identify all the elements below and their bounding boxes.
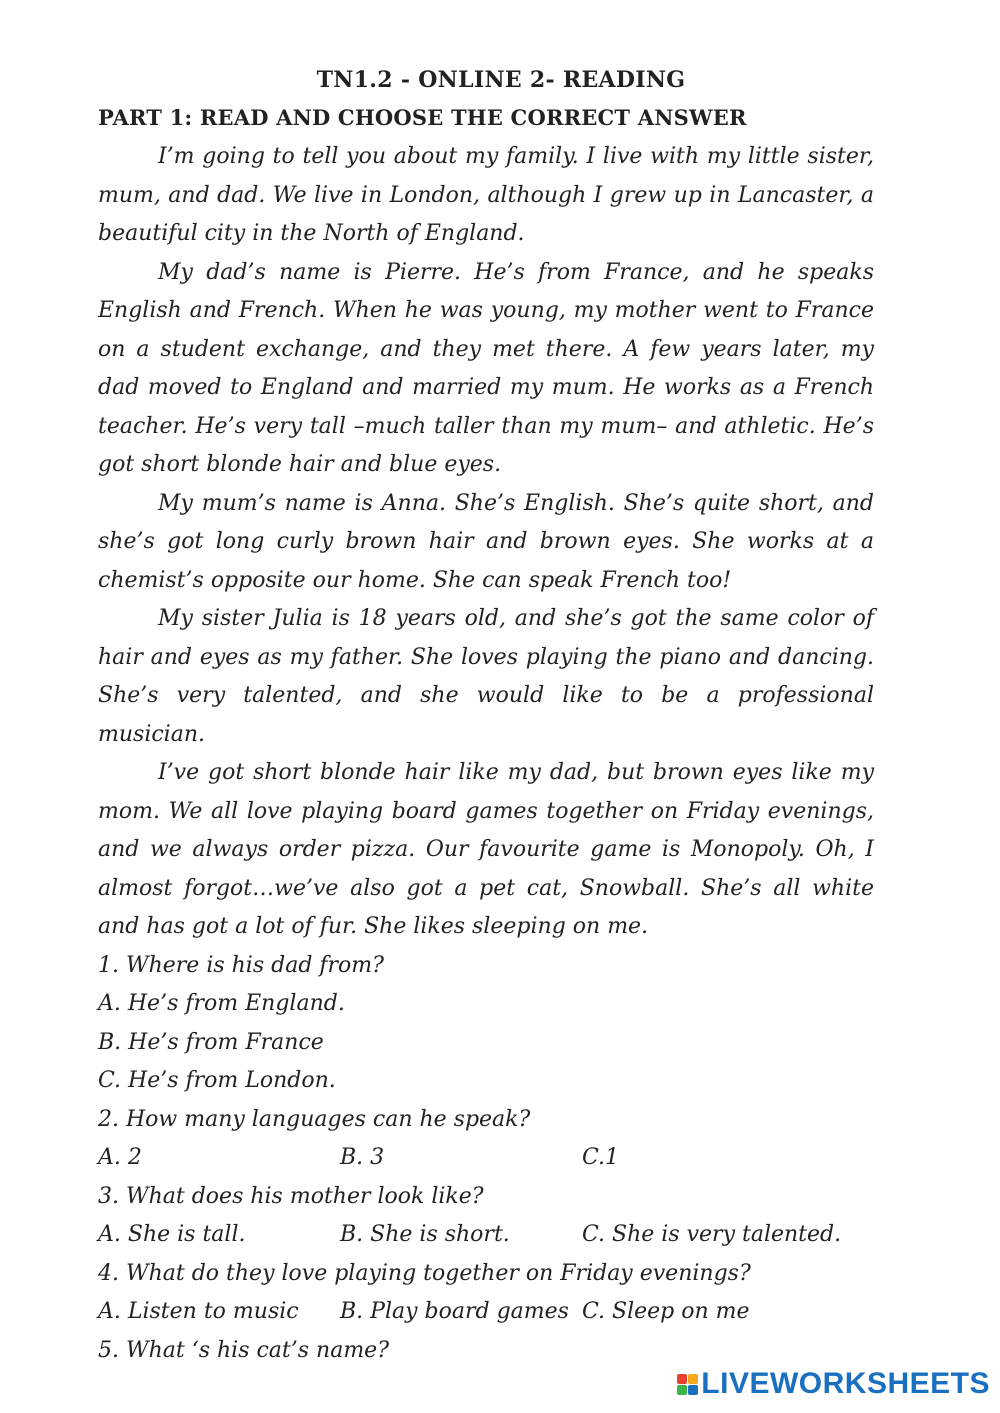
q3-option-a[interactable]: A. She is tall. (98, 1222, 246, 1247)
section-heading: PART 1: READ AND CHOOSE THE CORRECT ANSWER (98, 105, 747, 130)
reading-paragraph: My sister Julia is 18 years old, and she’s got the same color of hair and eyes as my father. She loves playing the piano and dancing. She’s very talented, and she would like to be a professional musician. (98, 606, 874, 747)
page-title: TN1.2 - ONLINE 2- READING (316, 67, 686, 93)
q2-option-c[interactable]: C.1 (582, 1145, 620, 1170)
q2-options (98, 1139, 874, 1178)
q3-option-c[interactable]: C. She is very talented. (582, 1222, 842, 1247)
q4-option-c[interactable]: C. Sleep on me (582, 1299, 750, 1324)
q1-option-c[interactable]: C. He’s from London. (98, 1068, 336, 1093)
question-4: 4. What do they love playing together on Friday evenings? (98, 1260, 751, 1286)
q4-option-b[interactable]: B. Play board games (340, 1299, 569, 1324)
logo-mark-icon (677, 1374, 698, 1395)
reading-paragraph: I’ve got short blonde hair like my dad, but brown eyes like my mom. We all love playing board games together on Friday evenings, and we always order pizza. Our favourite game is Monopoly. Oh, I almost forgot…we’ve also got a pet cat, Snowball. She’s all white and has got a lot of fur. She likes sleeping on me. (98, 760, 874, 939)
logo-square-blue (688, 1385, 698, 1395)
reading-paragraph: My dad’s name is Pierre. He’s from France, and he speaks English and French. When he was young, my mother went to France on a student exchange, and they met there. A few years later, my dad moved to England and married my mum. He works as a French teacher. He’s very tall –much taller than my mum– and athletic. He’s got short blonde hair and blue eyes. (98, 259, 874, 477)
q3-options (98, 1216, 874, 1255)
q4-option-a[interactable]: A. Listen to music (98, 1299, 299, 1324)
q1-option-a[interactable]: A. He’s from England. (98, 991, 345, 1016)
logo-square-green (677, 1385, 687, 1395)
liveworksheets-logo (677, 1367, 990, 1401)
question-2: 2. How many languages can he speak? (98, 1106, 531, 1132)
q1-option-b[interactable]: B. He’s from France (98, 1029, 324, 1055)
q4-options (98, 1293, 874, 1332)
logo-text: LIVEWORKSHEETS (701, 1367, 990, 1400)
worksheet-page (98, 62, 874, 1370)
q2-option-a[interactable]: A. 2 (98, 1145, 142, 1170)
reading-paragraph: My mum’s name is Anna. She’s English. She’s quite short, and she’s got long curly brown hair and brown eyes. She works at a chemist’s opposite our home. She can speak French too! (98, 490, 874, 593)
logo-square-red (677, 1374, 687, 1384)
reading-paragraph: I’m going to tell you about my family. I live with my little sister, mum, and dad. We live in London, although I grew up in Lancaster, a beautiful city in the North of England. (98, 144, 874, 246)
question-1: 1. Where is his dad from? (98, 952, 384, 978)
q3-option-b[interactable]: B. She is short. (340, 1222, 510, 1247)
logo-square-orange (688, 1374, 698, 1384)
question-5: 5. What ‘s his cat’s name? (98, 1337, 389, 1363)
q2-option-b[interactable]: B. 3 (340, 1145, 385, 1170)
question-3: 3. What does his mother look like? (98, 1183, 484, 1209)
